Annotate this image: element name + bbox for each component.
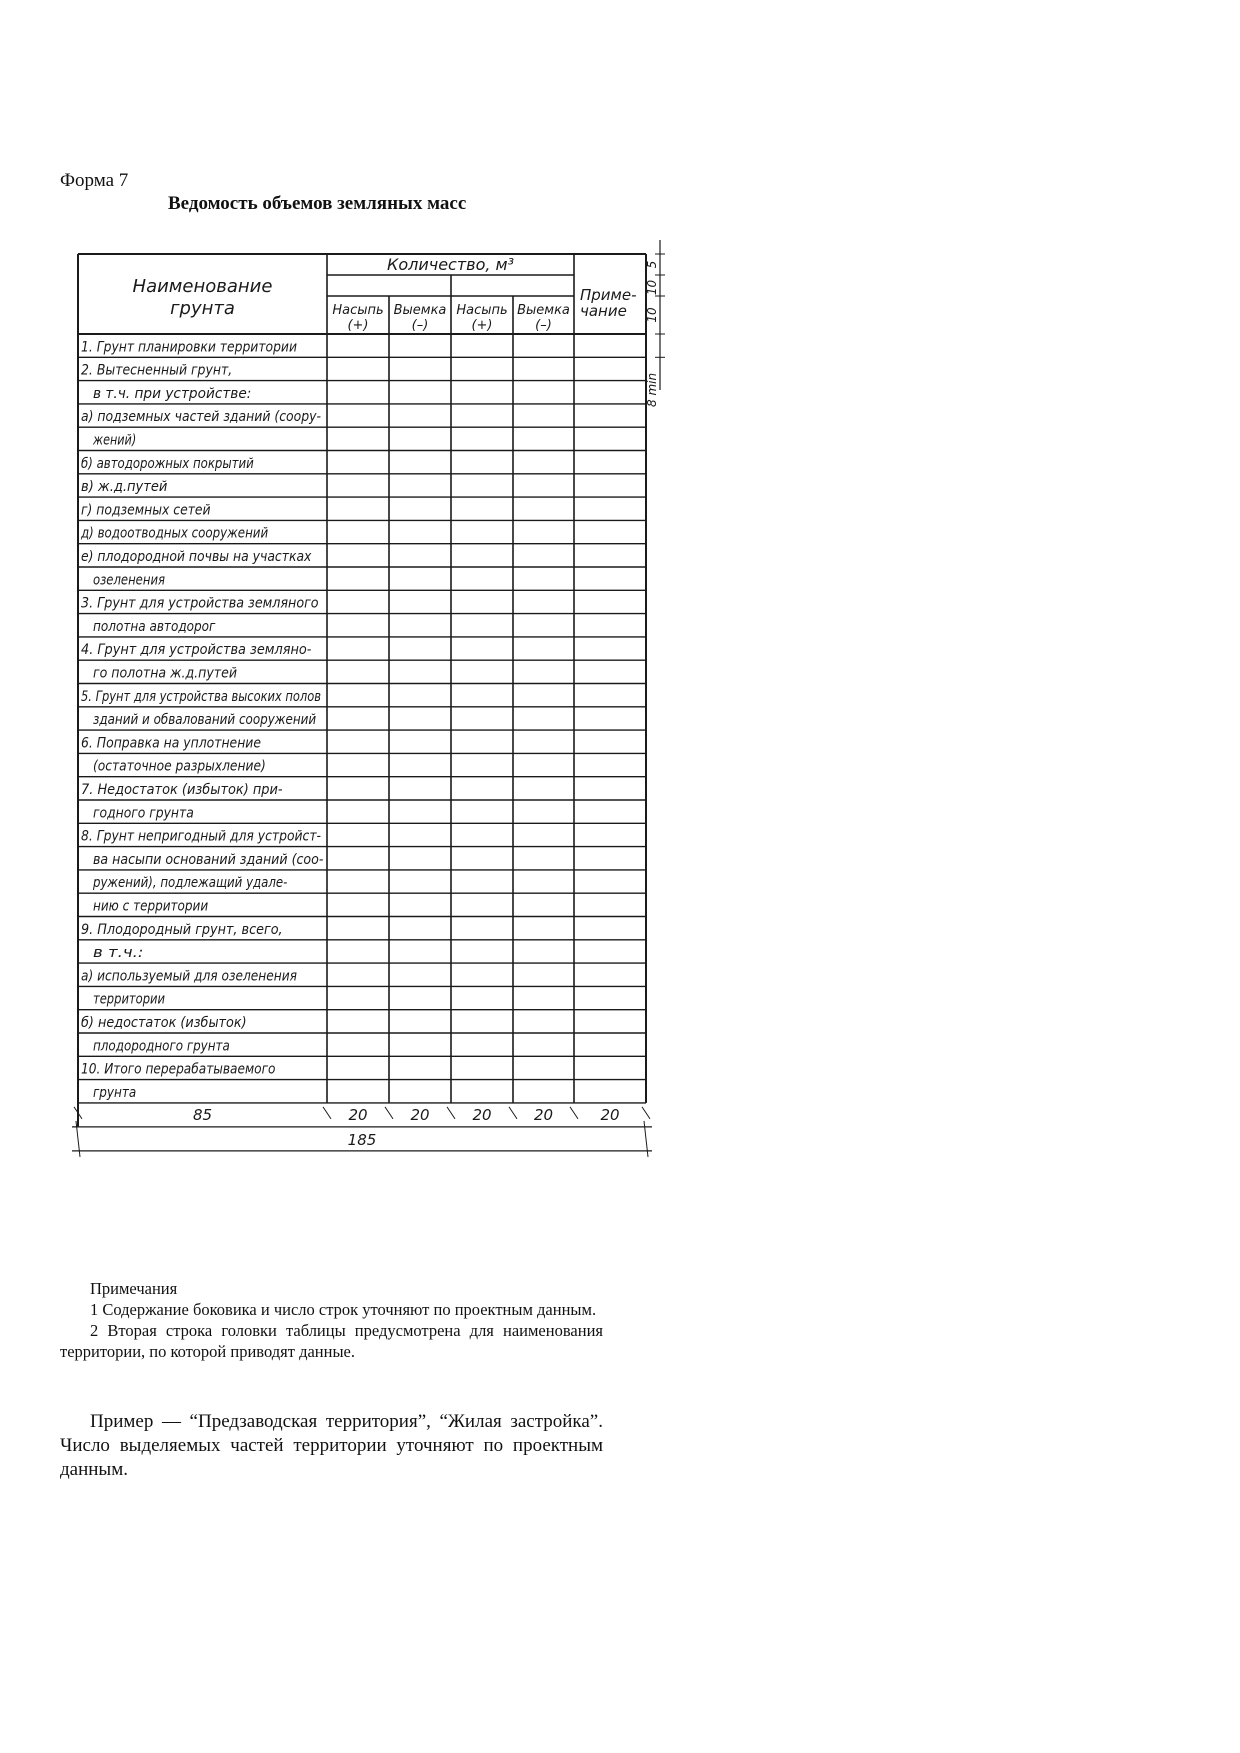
row-label: 4. Грунт для устройства земляно- bbox=[81, 642, 312, 659]
column-header: Выемка bbox=[517, 303, 570, 318]
table-drawing bbox=[60, 240, 690, 1250]
row-label: д) водоотводных сооружений bbox=[80, 525, 269, 542]
dimension-tick bbox=[323, 1107, 331, 1119]
row-label: в) ж.д.путей bbox=[81, 479, 168, 496]
dimension-tick bbox=[385, 1107, 393, 1119]
row-label: а) используемый для озеленения bbox=[81, 968, 297, 985]
row-label: нию с территории bbox=[93, 898, 209, 915]
column-sign: (+) bbox=[471, 318, 493, 333]
example-text: Пример — “Предзаводская территория”, “Жилая застройка”. Число выделяемых частей территории уточняют по проектным данным. bbox=[60, 1411, 603, 1480]
example bbox=[60, 1410, 603, 1482]
notes bbox=[60, 1278, 603, 1362]
row-label: а) подземных частей зданий (соору- bbox=[81, 409, 321, 426]
dimension-tick bbox=[570, 1107, 578, 1119]
row-label: е) плодородной почвы на участках bbox=[81, 549, 313, 565]
row-label: 2. Вытесненный грунт, bbox=[81, 362, 233, 379]
total-width-label: 185 bbox=[347, 1130, 377, 1149]
row-label: ружений), подлежащий удале- bbox=[92, 875, 288, 892]
dimension-label: 5 bbox=[645, 260, 659, 269]
row-label: годного грунта bbox=[93, 805, 194, 822]
row-label: 7. Недостаток (избыток) при- bbox=[81, 782, 283, 798]
dimension-tick bbox=[642, 1107, 650, 1119]
row-label: 1. Грунт планировки территории bbox=[81, 339, 297, 356]
row-label: ва насыпи оснований зданий (соо- bbox=[93, 851, 324, 868]
row-label: полотна автодорог bbox=[93, 618, 216, 635]
note-item: 2 Вторая строка головки таблицы предусмотрена для наименования территории, по которой приводят данные. bbox=[60, 1321, 603, 1361]
dimension-label: 20 bbox=[472, 1105, 492, 1124]
row-label: 6. Поправка на уплотнение bbox=[81, 735, 261, 752]
column-header: Насыпь bbox=[332, 303, 384, 318]
column-sign: (–) bbox=[411, 318, 429, 333]
row-label: г) подземных сетей bbox=[81, 502, 211, 519]
quantity-header: Количество, м³ bbox=[386, 255, 515, 274]
column-sign: (–) bbox=[535, 318, 552, 333]
note-item: 1 Содержание боковика и число строк уточняют по проектным данным. bbox=[90, 1300, 597, 1319]
row-label: в т.ч. при устройстве: bbox=[93, 385, 252, 402]
row-label: плодородного грунта bbox=[93, 1038, 230, 1055]
row-label: 10. Итого перерабатываемого bbox=[81, 1061, 276, 1078]
row-label: территории bbox=[93, 991, 165, 1008]
row-label: 9. Плодородный грунт, всего, bbox=[81, 921, 283, 938]
dimension-label: 20 bbox=[410, 1105, 430, 1124]
dimension-tick bbox=[447, 1107, 455, 1119]
dimension-label: 20 bbox=[533, 1105, 554, 1124]
column-header: Выемка bbox=[393, 303, 447, 318]
row-label: го полотна ж.д.путей bbox=[93, 665, 237, 682]
row-label: 8. Грунт непригодный для устройст- bbox=[81, 828, 321, 845]
dimension-label: 10 bbox=[645, 279, 659, 296]
dimension-tick bbox=[509, 1107, 517, 1119]
name-header: Наименование bbox=[132, 276, 273, 297]
notes-heading: Примечания bbox=[90, 1279, 178, 1298]
dimension-label: 10 bbox=[645, 307, 659, 323]
dimension-label: 85 bbox=[192, 1105, 213, 1124]
form-label: Форма 7 bbox=[60, 170, 129, 191]
column-sign: (+) bbox=[347, 318, 369, 333]
soil-volumes-table bbox=[60, 240, 690, 1250]
row-label: (остаточное разрыхление) bbox=[93, 758, 266, 775]
row-label: б) автодорожных покрытий bbox=[81, 455, 254, 472]
row-label: б) недостаток (избыток) bbox=[81, 1015, 247, 1031]
row-label: в т.ч.: bbox=[93, 945, 144, 962]
row-label: жений) bbox=[92, 432, 137, 449]
row-label: 3. Грунт для устройства земляного bbox=[81, 595, 319, 612]
row-label: 5. Грунт для устройства высоких полов bbox=[81, 688, 321, 705]
column-header: Насыпь bbox=[456, 303, 508, 318]
name-header: грунта bbox=[170, 298, 235, 319]
dimension-label: 20 bbox=[600, 1105, 620, 1124]
note-header: Приме- bbox=[580, 286, 637, 304]
page-title: Ведомость объемов земляных масс bbox=[168, 193, 467, 214]
row-label: зданий и обвалований сооружений bbox=[93, 712, 317, 729]
row-label: грунта bbox=[93, 1084, 137, 1101]
dimension-label: 8 min bbox=[645, 372, 659, 407]
row-label: озеленения bbox=[93, 572, 165, 589]
note-header: чание bbox=[580, 302, 627, 320]
dimension-label: 20 bbox=[348, 1105, 368, 1124]
